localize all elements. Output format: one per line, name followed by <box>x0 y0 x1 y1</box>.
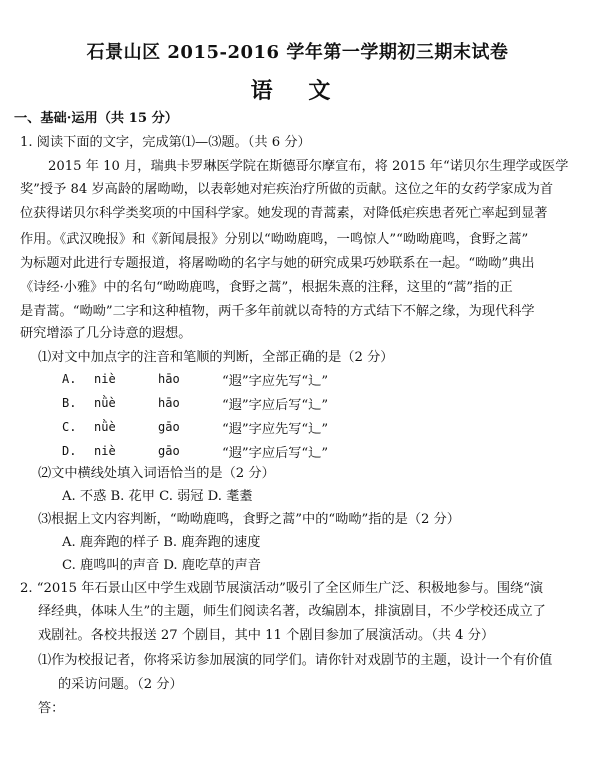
question-2-line: 绎经典，体味人生”的主题，师生们阅读名著，改编剧本，排演剧目，不少学校还成立了 <box>38 604 546 619</box>
passage-line: 是青蒿。“呦呦”二字和这种植物，两千多年前就以奇特的方式结下不解之缘，为现代科学 <box>20 304 535 319</box>
option-pinyin-2: hāo <box>158 372 180 386</box>
option-pinyin-1: nǜè <box>94 396 116 410</box>
option-pinyin-2: gāo <box>158 444 180 458</box>
passage-line: 2015 年 10 月，瑞典卡罗琳医学院在斯德哥尔摩宣布，将 2015 年“诺贝尔生理学或医学 <box>48 159 569 174</box>
passage-line: 研究增添了几分诗意的遐想。 <box>20 326 192 341</box>
subquestion-2-options: A. 不惑 B. 花甲 C. 弱冠 D. 耄耋 <box>62 489 253 504</box>
option-pinyin-2: hāo <box>158 396 180 410</box>
passage-line: 《诗经·小雅》中的名句“呦呦鹿鸣，食野之蒿”，根据朱熹的注释，这里的“蒿”指的正 <box>20 280 513 295</box>
option-note: “遐”字应先写“辶” <box>222 422 329 437</box>
subquestion-3-options-row-2: C. 鹿鸣叫的声音 D. 鹿吃草的声音 <box>62 558 261 573</box>
section-heading: 一、基础·运用（共 15 分） <box>14 111 178 126</box>
option-pinyin-1: niè <box>94 372 116 386</box>
passage-line: 为标题对此进行专题报道，将屠呦呦的名字与她的研究成果巧妙联系在一起。“呦呦”典出 <box>20 256 535 271</box>
question-2-line: 2. “2015 年石景山区中学生戏剧节展演活动”吸引了全区师生广泛、积极地参与。围绕“演 <box>20 581 544 596</box>
subquestion-2-stem: ⑵文中横线处填入词语恰当的是（2 分） <box>38 466 275 481</box>
option-pinyin-1: nǜè <box>94 420 116 434</box>
subject-title: 语 文 <box>250 78 345 104</box>
option-letter: D. <box>62 444 77 458</box>
passage-line: 位获得诺贝尔科学类奖项的中国科学家。她发现的青蒿素，对降低疟疾患者死亡率起到显著 <box>20 206 548 221</box>
option-pinyin-2: gāo <box>158 420 180 434</box>
question-2-line: 戏剧社。各校共报送 27 个剧目，其中 11 个剧目参加了展演活动。（共 4 分） <box>38 628 495 643</box>
option-letter: B. <box>62 396 77 410</box>
option-letter: C. <box>62 420 77 434</box>
passage-line: 作用。《武汉晚报》和《新闻晨报》分别以“呦呦鹿鸣，一鸣惊人”“呦呦鹿鸣，食野之蒿” <box>20 232 529 247</box>
option-note: “遐”字应先写“辶” <box>222 374 329 389</box>
option-letter: A. <box>62 372 77 386</box>
passage-line: 奖”授予 84 岁高龄的屠呦呦，以表彰她对疟疾治疗所做的贡献。这位之年的女药学家成为首 <box>20 182 554 197</box>
exam-title: 石景山区 2015-2016 学年第一学期初三期末试卷 <box>86 42 509 63</box>
answer-label: 答： <box>38 701 65 716</box>
subquestion-3-options-row-1: A. 鹿奔跑的样子 B. 鹿奔跑的速度 <box>62 535 261 550</box>
subquestion-3-stem: ⑶根据上文内容判断，“呦呦鹿鸣，食野之蒿”中的“呦呦”指的是（2 分） <box>38 512 460 527</box>
question-2-sub1-line: 的采访问题。（2 分） <box>58 677 183 692</box>
subquestion-1-stem: ⑴对文中加点字的注音和笔顺的判断，全部正确的是（2 分） <box>38 350 394 365</box>
question-1-intro: 1. 阅读下面的文字，完成第⑴—⑶题。（共 6 分） <box>20 135 311 150</box>
option-note: “遐”字应后写“辶” <box>222 446 329 461</box>
question-2-sub1-line: ⑴作为校报记者，你将采访参加展演的同学们。请你针对戏剧节的主题，设计一个有价值 <box>38 653 553 668</box>
option-pinyin-1: niè <box>94 444 116 458</box>
option-note: “遐”字应后写“辶” <box>222 398 329 413</box>
